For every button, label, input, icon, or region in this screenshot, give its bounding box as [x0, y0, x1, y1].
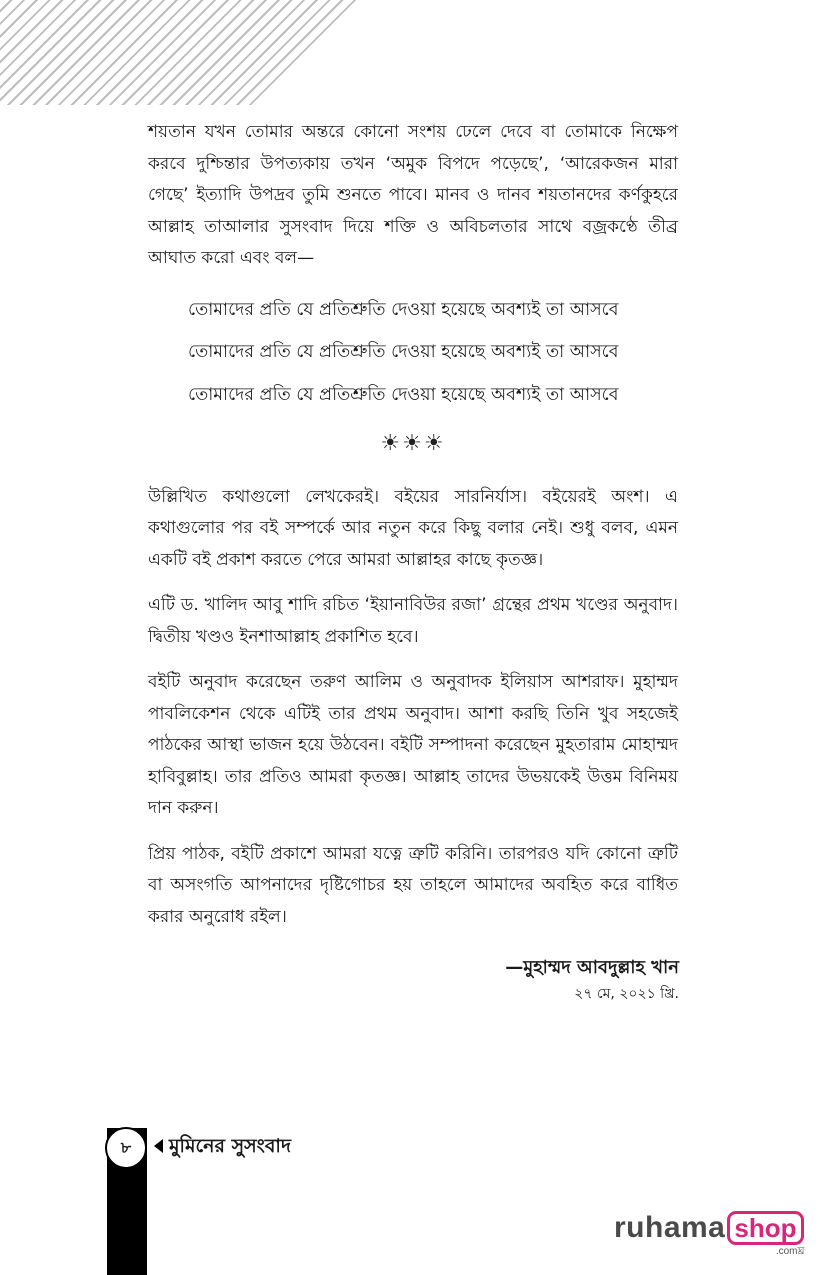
- running-title: [154, 1132, 291, 1160]
- signature-name: —মুহাম্মদ আবদুল্লাহ খান: [505, 957, 679, 978]
- refrain-line: তোমাদের প্রতি যে প্রতিশ্রুতি দেওয়া হয়েছে অবশ্যই তা আসবে: [188, 384, 619, 405]
- refrain-line: তোমাদের প্রতি যে প্রতিশ্রুতি দেওয়া হয়েছে অবশ্যই তা আসবে: [188, 342, 619, 362]
- paragraph-1: শয়তান যখন তোমার অন্তরে কোনো সংশয় ঢেলে দেবে বা তোমাকে নিক্ষেপ করবে দুশ্চিন্তার উপত্যকায় তখন ‘অমুক বিপদে পড়েছে’, ‘আরেকজন মারা গেছে’ ইত্যাদি উপদ্রব তুমি শুনতে পাবে। মানব ও দানব শয়তানদের কর্ণকুহরে আল্লাহ তাআলার সুসংবাদ দিয়ে শক্তি ও অবিচলতার সাথে বজ্রকণ্ঠে তীব্র আঘাত করো এবং বল—: [148, 122, 678, 268]
- signature-date: ২৭ মে, ২০২১ খ্রি.: [574, 986, 679, 1002]
- logo-shop-badge: [727, 1211, 805, 1257]
- page-body: [148, 117, 678, 947]
- corner-hatch-decoration: [0, 0, 360, 105]
- sun-divider-icon: ☀☀☀: [380, 431, 446, 456]
- paragraph-3: এটি ড. খালিদ আবু শাদি রচিত ‘ইয়ানাবিউর রজা’ গ্রন্থের প্রথম খণ্ডের অনুবাদ। দ্বিতীয় খণ্ডও ইনশাআল্লাহ প্রকাশিত হবে।: [148, 595, 678, 647]
- logo-com-text: .comঘ্র: [775, 1246, 805, 1257]
- signature-block: [505, 955, 679, 1007]
- logo-shop-text: shop: [727, 1211, 804, 1245]
- logo-ruhama-text: ruhama: [614, 1211, 726, 1244]
- refrain-block: [188, 289, 678, 417]
- refrain-line: তোমাদের প্রতি যে প্রতিশ্রুতি দেওয়া হয়েছে অবশ্যই তা আসবে: [188, 299, 619, 320]
- ruhamashop-logo: [614, 1211, 805, 1257]
- paragraph-4: বইটি অনুবাদ করেছেন তরুণ আলিম ও অনুবাদক ইলিয়াস আশরাফ। মুহাম্মদ পাবলিকেশন থেকে এটিই তার প্রথম অনুবাদ। আশা করছি তিনি খুব সহজেই পাঠকের আস্থা ভাজন হয়ে উঠবেন। বইটি সম্পাদনা করেছেন মুহতারাম মোহাম্মদ হাবিবুল্লাহ। তার প্রতিও আমরা কৃতজ্ঞ। আল্লাহ তাদের উভয়কেই উত্তম বিনিময় দান করুন।: [148, 672, 678, 818]
- page-number: ৮: [105, 1127, 147, 1169]
- book-title-text: মুমিনের সুসংবাদ: [169, 1135, 291, 1157]
- paragraph-2: উল্লিখিত কথাগুলো লেখকেরই। বইয়ের সারনির্যাস। বইয়েরই অংশ। এ কথাগুলোর পর বই সম্পর্কে আর নতুন করে কিছু বলার নেই। শুধু বলব, এমন একটি বই প্রকাশ করতে পেরে আমরা আল্লাহর কাছে কৃতজ্ঞ।: [148, 486, 678, 570]
- triangle-left-icon: [154, 1139, 163, 1153]
- paragraph-5: প্রিয় পাঠক, বইটি প্রকাশে আমরা যত্নে ত্রুটি করিনি। তারপরও যদি কোনো ত্রুটি বা অসংগতি আপনাদের দৃষ্টিগোচর হয় তাহলে আমাদের অবহিত করে বাধিত করার অনুরোধ রইল।: [148, 843, 678, 927]
